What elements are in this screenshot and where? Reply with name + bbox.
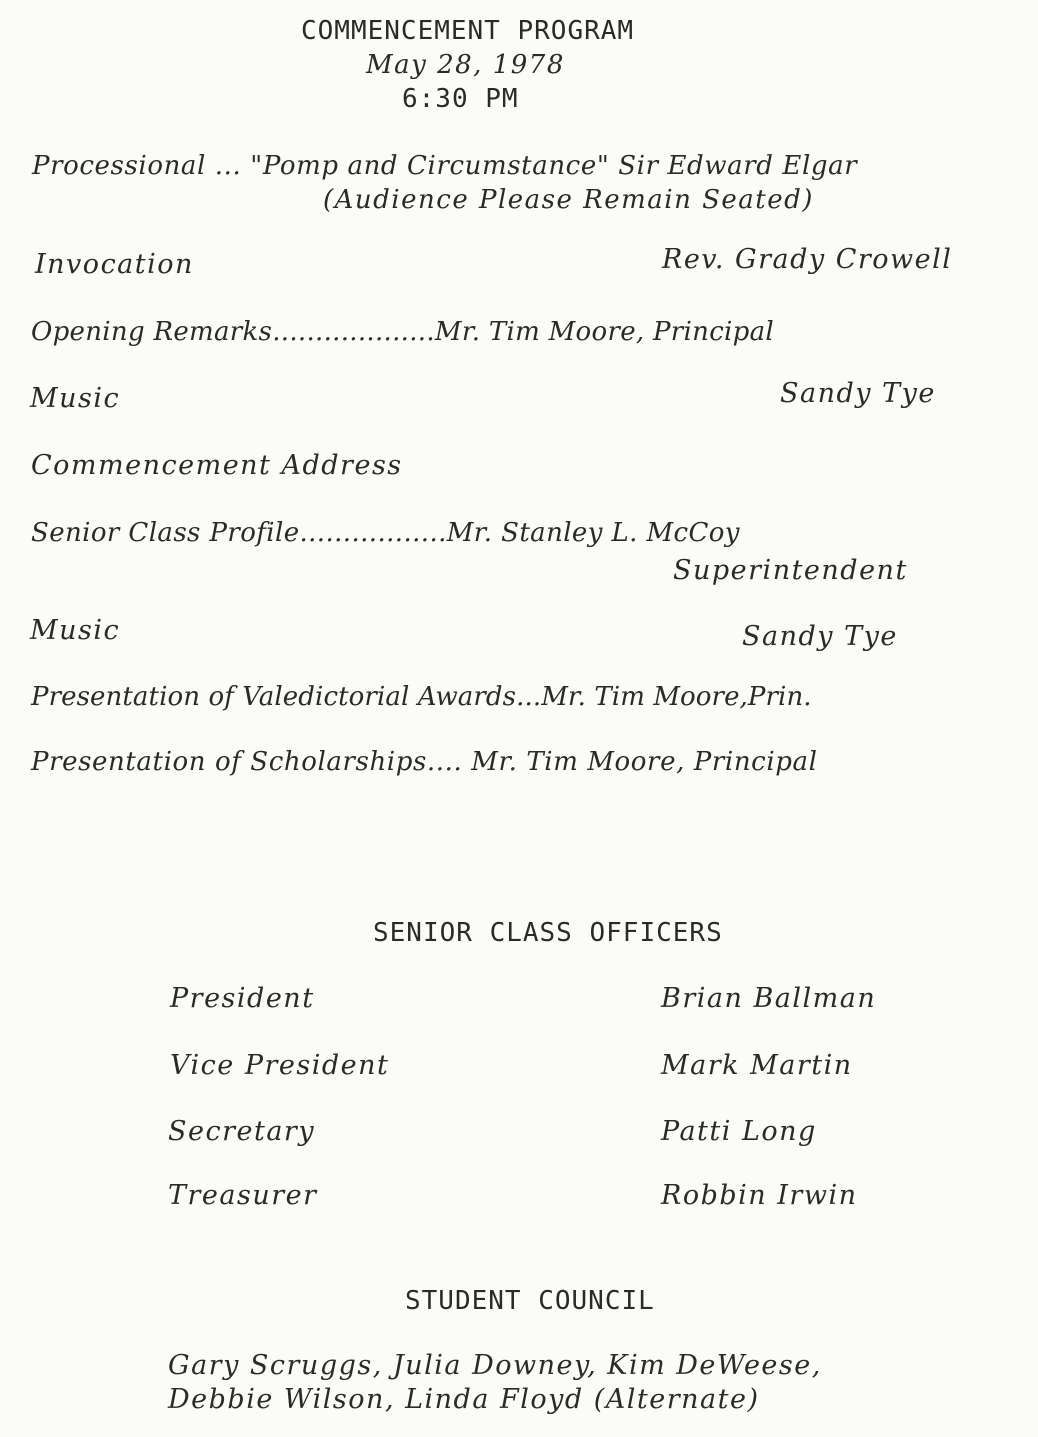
music-by-2: Sandy Tye <box>742 621 898 652</box>
invocation-label: Invocation <box>35 249 194 280</box>
superintendent-title: Superintendent <box>673 555 908 586</box>
senior-class-profile-line: Senior Class Profile.................Mr. Stanley L. McCoy <box>31 518 740 548</box>
opening-remarks-line: Opening Remarks...................Mr. Tim Moore, Principal <box>31 317 775 347</box>
officer-name: Robbin Irwin <box>661 1180 858 1211</box>
program-date: May 28, 1978 <box>366 50 565 80</box>
commencement-address-label: Commencement Address <box>31 450 403 481</box>
officer-name: Mark Martin <box>661 1050 853 1081</box>
program-time: 6:30 PM <box>402 84 519 114</box>
music-label-2: Music <box>30 615 121 646</box>
officer-role: Secretary <box>168 1116 316 1147</box>
council-members-line-1: Gary Scruggs, Julia Downey, Kim DeWeese, <box>168 1350 822 1381</box>
officer-role: Vice President <box>170 1050 390 1081</box>
invocation-by: Rev. Grady Crowell <box>662 244 953 275</box>
program-title: COMMENCEMENT PROGRAM <box>301 16 635 46</box>
processional-line: Processional ... "Pomp and Circumstance" Sir Edward Elgar <box>32 151 858 181</box>
processional-note: (Audience Please Remain Seated) <box>323 185 814 215</box>
music-label-1: Music <box>30 383 121 414</box>
officer-role: President <box>170 983 315 1014</box>
officer-name: Brian Ballman <box>661 983 877 1014</box>
officer-role: Treasurer <box>168 1180 318 1211</box>
valedictorial-awards-line: Presentation of Valedictorial Awards...Mr. Tim Moore,Prin. <box>31 682 812 712</box>
council-members-line-2: Debbie Wilson, Linda Floyd (Alternate) <box>168 1384 760 1415</box>
scholarships-line: Presentation of Scholarships.... Mr. Tim Moore, Principal <box>31 747 818 777</box>
officers-title: SENIOR CLASS OFFICERS <box>373 918 723 948</box>
officer-name: Patti Long <box>661 1116 817 1147</box>
music-by-1: Sandy Tye <box>780 378 936 409</box>
council-title: STUDENT COUNCIL <box>405 1286 655 1316</box>
